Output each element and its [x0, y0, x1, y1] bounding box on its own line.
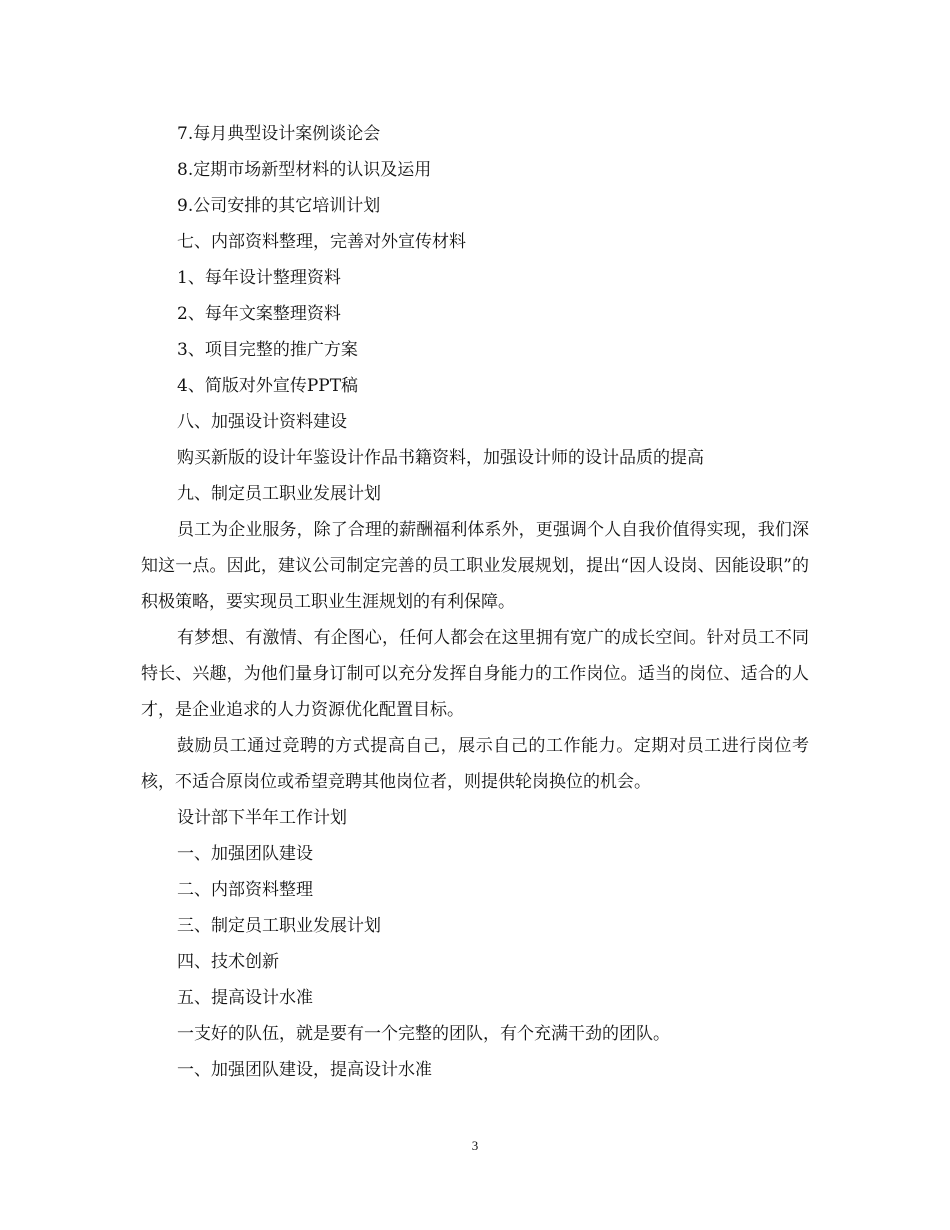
list-item: 8.定期市场新型材料的认识及运用 — [177, 160, 432, 180]
section-heading: 七、内部资料整理，完善对外宣传材料 — [177, 232, 466, 252]
list-item: 二、内部资料整理 — [177, 880, 313, 900]
list-item: 7.每月典型设计案例谈论会 — [177, 124, 381, 144]
list-item: 3、项目完整的推广方案 — [177, 340, 358, 360]
list-item: 4、简版对外宣传PPT稿 — [177, 376, 359, 396]
list-item: 一、加强团队建设 — [177, 844, 313, 864]
body-line: 一支好的队伍，就是要有一个完整的团队，有个充满干劲的团队。 — [177, 1024, 670, 1044]
list-item: 五、提高设计水准 — [177, 988, 313, 1008]
section-heading: 九、制定员工职业发展计划 — [177, 484, 381, 504]
list-item: 9.公司安排的其它培训计划 — [177, 196, 381, 216]
body-paragraph: 员工为企业服务，除了合理的薪酬福利体系外，更强调个人自我价值得实现，我们深知这一点。因此，建议公司制定完善的员工职业发展规划，提出“因人设岗、因能设职”的积极策略，要实现员工职业生涯规划的有利保障。 — [141, 520, 809, 612]
list-item: 1、每年设计整理资料 — [177, 268, 341, 288]
body-paragraph: 鼓励员工通过竞聘的方式提高自己，展示自己的工作能力。定期对员工进行岗位考核，不适合原岗位或希望竞聘其他岗位者，则提供轮岗换位的机会。 — [141, 736, 809, 792]
page-number: 3 — [471, 1138, 479, 1153]
list-item: 三、制定员工职业发展计划 — [177, 916, 381, 936]
page-body — [141, 116, 809, 1088]
section-heading: 设计部下半年工作计划 — [177, 808, 347, 828]
section-heading: 一、加强团队建设，提高设计水准 — [177, 1060, 432, 1080]
section-heading: 八、加强设计资料建设 — [177, 412, 347, 432]
body-line: 购买新版的设计年鉴设计作品书籍资料，加强设计师的设计品质的提高 — [177, 448, 704, 468]
list-item: 四、技术创新 — [177, 952, 279, 972]
list-item: 2、每年文案整理资料 — [177, 304, 341, 324]
body-paragraph: 有梦想、有激情、有企图心，任何人都会在这里拥有宽广的成长空间。针对员工不同特长、兴趣，为他们量身订制可以充分发挥自身能力的工作岗位。适当的岗位、适合的人才，是企业追求的人力资源优化配置目标。 — [141, 628, 809, 720]
